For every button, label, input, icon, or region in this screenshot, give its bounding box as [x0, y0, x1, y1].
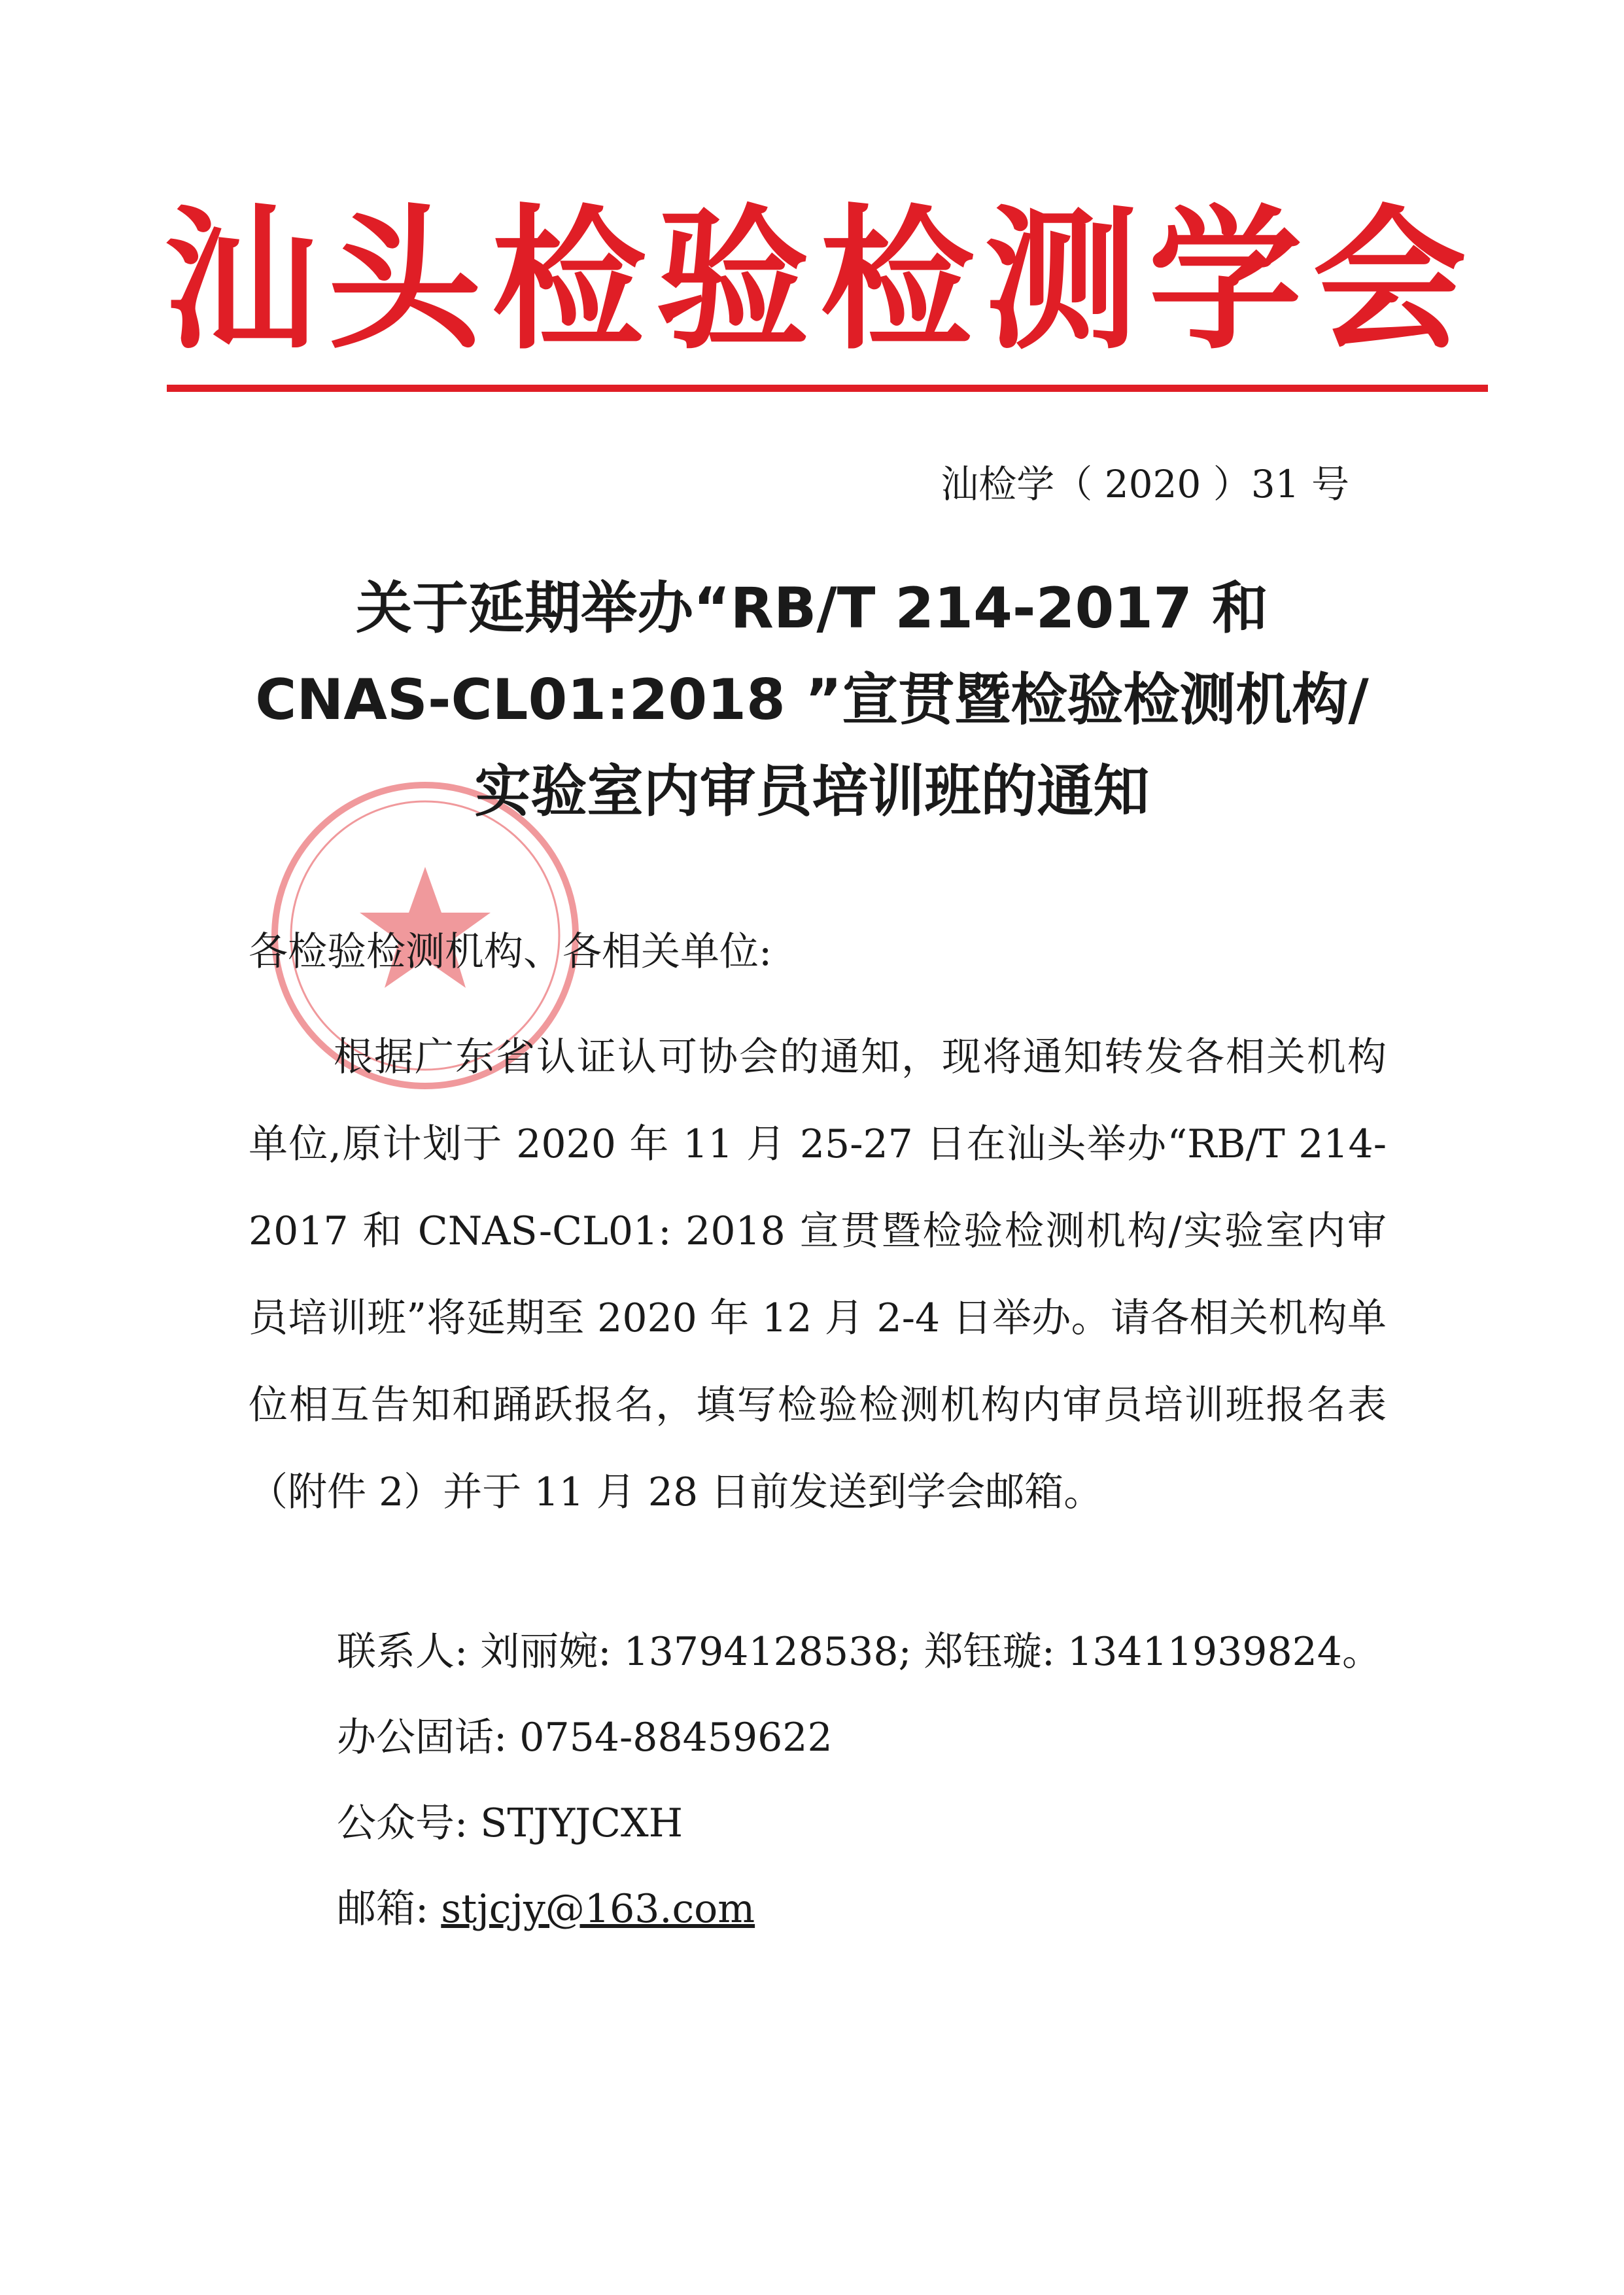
office-phone-value: 0754-88459622 — [519, 1715, 833, 1761]
contact-person-row — [337, 1609, 1381, 1695]
document-title — [131, 563, 1493, 837]
email-label: 邮箱: — [337, 1886, 429, 1932]
wechat-account-row — [337, 1781, 1381, 1866]
contact-person-value: 刘丽婉: 13794128538; 郑钰璇: 13411939824。 — [480, 1629, 1381, 1675]
title-line-3: 实验室内审员培训班的通知 — [474, 759, 1150, 824]
email-link[interactable]: stjcjy@163.com — [441, 1886, 755, 1932]
wechat-account-label: 公众号: — [337, 1800, 468, 1846]
title-line-2: CNAS-CL01:2018 ”宣贯暨检验检测机构/ — [255, 667, 1369, 733]
title-line-1: 关于延期举办“RB/T 214-2017 和 — [356, 576, 1268, 641]
contact-block — [337, 1609, 1381, 1952]
email-row — [337, 1866, 1381, 1952]
office-phone-label: 办公固话: — [337, 1715, 508, 1761]
masthead-red-rule — [167, 385, 1488, 392]
body-paragraph: 根据广东省认证认可协会的通知，现将通知转发各相关机构单位,原计划于 2020 年 11 月 25-27 日在汕头举办“RB/T 214-2017 和 CNAS-CL01: 2018 宣贯暨检验检测机构/实验室内审员培训班”将延期至 2020 年 12 月 2-4 日举办。请各相关机构单位相互告知和踊跃报名，填写检验检测机构内审员培训班报名表（附件 2）并于 11 月 28 日前发送到学会邮箱。 — [249, 1034, 1387, 1515]
contact-person-label: 联系人: — [337, 1629, 468, 1675]
masthead-org-name: 汕头检验检测学会 — [164, 192, 1477, 370]
office-phone-row — [337, 1695, 1381, 1781]
document-number: 汕检学（ 2020 ）31 号 — [941, 462, 1349, 506]
wechat-account-value: STJYJCXH — [480, 1800, 683, 1846]
salutation: 各检验检测机构、各相关单位: — [249, 929, 772, 975]
